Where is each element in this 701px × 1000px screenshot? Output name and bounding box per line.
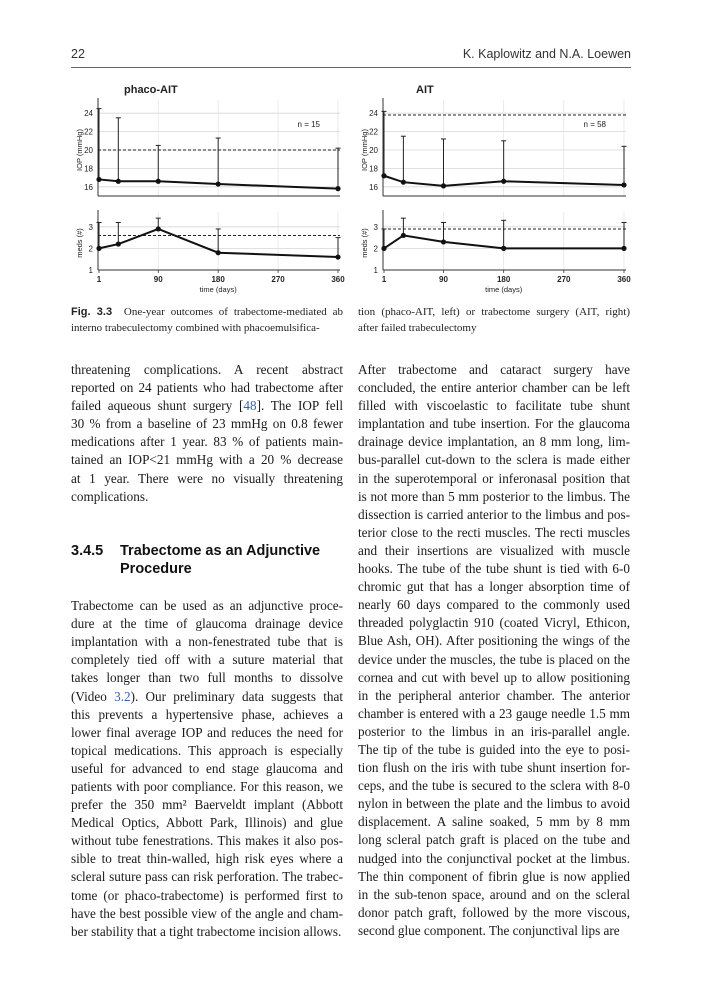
text-line: and their insertions are visualized with muscle xyxy=(358,542,630,558)
text-line: ceps, and the tube is secured to the sclera with 8-0 xyxy=(358,778,630,794)
paragraph xyxy=(358,361,630,940)
x-tick-label: 90 xyxy=(439,275,448,284)
y-tick-label: 22 xyxy=(84,127,93,137)
data-point xyxy=(501,246,506,251)
text-line: (Video 3.2). Our preliminary data suggests that xyxy=(71,688,343,704)
text-line: threaded polyglactin 910 (coated Vicryl, Ethicon, xyxy=(358,615,630,631)
text-line: nudged into the conjunctival pocket at the limbus. xyxy=(358,850,630,866)
text-line: chromic gut that has a longer absorption time of xyxy=(358,579,630,595)
text-line: medications after 1 year. 83 % of patients main- xyxy=(71,434,343,450)
y-tick-label: 16 xyxy=(369,182,378,192)
text-line: The thin component of fibrin glue is now applied xyxy=(358,868,630,884)
y-tick-label: 3 xyxy=(373,222,378,232)
x-tick-label: 1 xyxy=(381,275,387,284)
data-point xyxy=(381,173,386,178)
y-axis-label: IOP (mmHg) xyxy=(75,129,84,171)
text-line: terior close to the recti muscles. The recti muscles xyxy=(358,524,630,540)
text-line: Trabectome can be used as an adjunctive proce- xyxy=(71,598,343,614)
data-point xyxy=(116,241,121,246)
text-line: patients with poor compliance. For this reason, we xyxy=(71,778,343,794)
sample-size-label: n = 58 xyxy=(583,120,606,129)
caption-line: after failed trabeculectomy xyxy=(358,322,477,334)
text-line: this prevents a hypertensive phase, achieves a xyxy=(71,706,343,722)
data-point xyxy=(156,226,161,231)
y-tick-label: 20 xyxy=(84,146,93,155)
text-line: complications. xyxy=(71,488,149,504)
data-point xyxy=(96,246,101,251)
text-line: dissection is carried anterior to the limbus and pos- xyxy=(358,506,630,522)
y-tick-label: 1 xyxy=(88,266,93,275)
body-column-right xyxy=(358,361,630,940)
x-axis-label: time (days) xyxy=(199,285,237,294)
text-line: prefer the 350 mm² Baerveldt implant (Abbott xyxy=(71,797,343,813)
text-line: donor patch graft, followed by the more viscous, xyxy=(358,904,630,920)
text-line: is not more than 5 mm posterior to the limbus. The xyxy=(358,488,630,504)
y-tick-label: 18 xyxy=(369,164,378,174)
section-heading xyxy=(71,542,343,579)
text-line: Blue Ash, OH). After positioning the wings of the xyxy=(358,633,630,649)
data-point xyxy=(621,182,626,187)
text-line: nearly 60 days compared to the commonly used xyxy=(358,597,630,613)
data-point xyxy=(621,246,626,251)
text-line: takes longer than two full months to dissolve xyxy=(71,670,343,686)
y-axis-label: meds (#) xyxy=(360,228,369,258)
paragraph xyxy=(71,597,343,941)
section-title-continued: Procedure xyxy=(120,561,192,578)
text-line: at 1 year. There were no visually threatening xyxy=(71,470,343,486)
text-line: long scleral patch graft is placed on the tube and xyxy=(358,832,630,848)
text-line: have the best possible view of the angle and cham- xyxy=(71,905,343,921)
y-tick-label: 3 xyxy=(88,222,93,232)
text-line: in the sub-tenon space, around and on the scleral xyxy=(358,886,630,902)
text-line: concluded, the entire anterior chamber can be left xyxy=(358,380,630,396)
text-line: implantation with a non-fenestrated tube that is xyxy=(71,634,343,650)
figure-3-3 xyxy=(66,78,636,300)
text-line: nylon in between the plate and the limbus to avoid xyxy=(358,796,630,812)
data-point xyxy=(441,183,446,188)
text-line: in the peripheral anterior chamber. The anterior xyxy=(358,687,630,703)
text-line: cornea and cut with bevel up to allow positioning xyxy=(358,669,630,685)
caption-line: Fig. 3.3 One-year outcomes of trabectome-mediated ab xyxy=(71,306,343,318)
x-tick-label: 360 xyxy=(617,275,631,284)
text-line: sible to treat thin-walled, high risk eyes where a xyxy=(71,851,343,867)
figure-3-3-charts xyxy=(66,78,636,300)
running-header xyxy=(71,47,631,65)
y-tick-label: 24 xyxy=(84,109,93,119)
chart-title: AIT xyxy=(416,84,434,96)
x-tick-label: 90 xyxy=(153,275,163,284)
data-point xyxy=(96,177,101,182)
figure-label: Fig. 3.3 xyxy=(71,306,113,318)
text-line: implantation and tube insertion. For the glaucoma xyxy=(358,416,630,432)
data-point xyxy=(441,239,446,244)
body-column-left xyxy=(71,361,343,941)
paragraph xyxy=(71,361,343,506)
y-tick-label: 18 xyxy=(84,164,93,174)
data-point xyxy=(381,246,386,251)
citation-link: 48 xyxy=(243,398,257,414)
data-point xyxy=(501,179,506,184)
text-line: threatening complications. A recent abstract xyxy=(71,362,343,377)
video-link: 3.2 xyxy=(114,688,131,704)
text-line: The tip of the tube is guided into the eye to posi- xyxy=(358,741,630,757)
text-line: 30 % from a baseline of 23 mmHg on 0.8 fewer xyxy=(71,416,343,432)
data-point xyxy=(116,179,121,184)
text-line: filled with viscoelastic to facilitate tube shunt xyxy=(358,398,630,414)
text-line: posterior to the limbus in an iris-parallel angle. xyxy=(358,723,630,739)
text-line: scleral suture pass can risk perforation. The trabec- xyxy=(71,869,343,885)
data-point xyxy=(156,179,161,184)
y-tick-label: 20 xyxy=(369,146,378,155)
data-point xyxy=(216,250,221,255)
text-line: displacement. A saline soaked, 5 mm by 8 mm xyxy=(358,814,630,830)
text-line: drainage device implantation, an 8 mm long, lim- xyxy=(358,434,630,450)
x-tick-label: 270 xyxy=(557,275,571,284)
text-line: device under the muscles, the tube is placed on the xyxy=(358,651,630,667)
text-line: second glue component. The conjunctival lips are xyxy=(358,922,620,938)
y-tick-label: 2 xyxy=(373,244,378,254)
x-axis-label: time (days) xyxy=(485,285,523,294)
text-line: chamber is entered with a 23 gauge needle 1.5 mm xyxy=(358,705,630,721)
data-point xyxy=(335,254,340,259)
text-line: completely tied off with a suture material that xyxy=(71,652,343,668)
y-axis-label: IOP (mmHg) xyxy=(360,129,369,171)
x-tick-label: 270 xyxy=(271,275,285,284)
x-tick-label: 180 xyxy=(211,275,225,284)
text-line: tome (or phaco-trabectome) is performed first to xyxy=(71,887,343,903)
y-tick-label: 2 xyxy=(88,244,93,254)
section-title: Trabectome as an Adjunctive xyxy=(120,542,321,559)
text-line: failed aqueous shunt surgery [48]. The IOP fell xyxy=(71,398,343,414)
text-line: Medical Optics, Abbott Park, Illinois) and glue xyxy=(71,815,343,831)
data-point xyxy=(335,186,340,191)
y-tick-label: 24 xyxy=(369,109,378,119)
caption-left-column xyxy=(71,304,343,336)
text-line: tion flush on the iris with tube shunt insertion for- xyxy=(358,760,630,776)
text-line: reported on 24 patients who had trabectome after xyxy=(71,380,343,396)
text-line: useful for advanced to end stage glaucoma and xyxy=(71,760,343,776)
chart-title: phaco-AIT xyxy=(124,84,178,96)
header-rule xyxy=(71,67,631,68)
x-tick-label: 1 xyxy=(96,275,102,284)
x-tick-label: 360 xyxy=(331,275,345,284)
x-tick-label: 180 xyxy=(496,275,511,284)
text-line: in the superotemporal or inferonasal position that xyxy=(358,470,630,486)
text-line: bus-parallel cut-down to the sclera is made either xyxy=(358,452,630,468)
text-line: topical medications. This approach is especially xyxy=(71,742,343,758)
page-number: 22 xyxy=(71,47,85,61)
text-line: hooks. The tube of the tube shunt is tied with 6-0 xyxy=(358,561,630,577)
running-header-authors: K. Kaplowitz and N.A. Loewen xyxy=(462,47,631,61)
text-line: After trabectome and cataract surgery have xyxy=(358,362,630,377)
sample-size-label: n = 15 xyxy=(297,120,320,129)
text-line: dure at the time of glaucoma drainage device xyxy=(71,616,343,632)
y-tick-label: 22 xyxy=(369,127,378,137)
text-line: without tube fenestrations. This makes it also pos- xyxy=(71,833,343,849)
caption-right-column xyxy=(358,304,630,336)
y-axis-label: meds (#) xyxy=(75,228,84,258)
section-number: 3.4.5 xyxy=(71,542,104,559)
text-line: ber stability that a tight trabectome incision allows. xyxy=(71,923,342,939)
text-line: lower final average IOP and reduces the need for xyxy=(71,724,343,740)
y-tick-label: 16 xyxy=(84,182,93,192)
y-tick-label: 1 xyxy=(373,266,378,275)
caption-line: tion (phaco-AIT, left) or trabectome surgery (AIT, right) xyxy=(358,306,630,318)
caption-line: interno trabeculectomy combined with phacoemulsifica- xyxy=(71,322,320,334)
text-line: tained an IOP<21 mmHg with a 20 % decrease xyxy=(71,452,343,468)
data-point xyxy=(401,180,406,185)
data-point xyxy=(216,181,221,186)
data-point xyxy=(401,233,406,238)
